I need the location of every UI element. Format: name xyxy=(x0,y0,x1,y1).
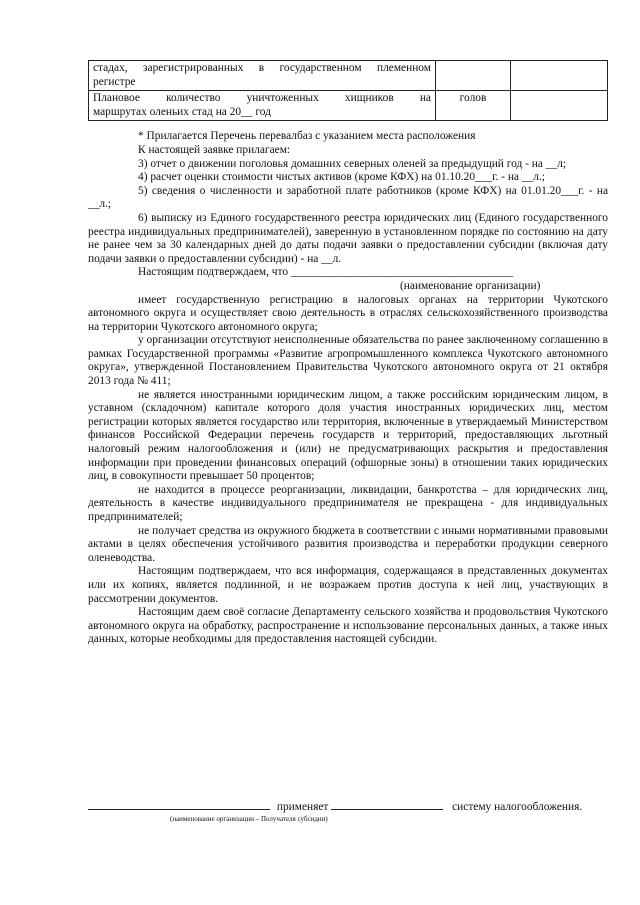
row1-line1: стадах, зарегистрированных в государственном племенном xyxy=(93,62,431,74)
consent-paragraph: Настоящим даем своё согласие Департаменту сельского хозяйства и продовольствия Чукотского автономного округа на обработку, распространение и использование персональных данных, а также иных данных, которые необходимы для предоставления настоящей субсидии. xyxy=(88,606,608,646)
document-page xyxy=(88,60,608,647)
table-row xyxy=(89,61,608,91)
row1-line2: регистре xyxy=(93,75,136,88)
table-cell-unit xyxy=(436,61,511,91)
tax-system-label: систему налогообложения. xyxy=(452,801,583,813)
organization-name-caption: (наименование организации) xyxy=(400,279,541,292)
table-cell-value[interactable] xyxy=(511,61,608,91)
signature-row xyxy=(88,799,608,815)
organization-name-line[interactable] xyxy=(88,799,270,810)
attachment-item-5: 5) сведения о численности и заработной плате работников (кроме КФХ) на 01.01.20___г. - на __л.; xyxy=(88,184,608,211)
attachment-item-6: 6) выписку из Единого государственного реестра юридических лиц (Единого государственного реестра индивидуальных предпринимателей), заверенную в установленном порядке по состоянию на дату не ранее чем за 30 календарных дней до даты подачи заявки о предоставлении субсидии (включая дату подачи заявки о предоставлении субсидии) - на __л. xyxy=(88,211,608,265)
recipient-caption: (наименование организации – Получателя субсидии) xyxy=(170,815,328,823)
footnote-paragraph: * Прилагается Перечень перевалбаз с указанием места расположения xyxy=(138,130,476,143)
foreign-entity-paragraph: не является иностранными юридическим лицом, а также российским юридическим лицом, в уставном (складочном) капитале которого доля участия иностранных юридических лиц, местом регистрации которых является государство или территория, включенные в утверждаемый Министерством финансов Российской Федерации перечень государств и территорий, предоставляющих льготный налоговый режим налогообложения и (или) не предусматривающих раскрытия и предоставления информации при проведении финансовых операций (офшорные зоны) в отношении таких юридических лиц, в совокупности превышает 50 процентов; xyxy=(88,388,608,483)
confirmation-paragraph: Настоящим подтверждаем, что _______________________________________ xyxy=(138,266,514,279)
row2-line1: Плановое количество уничтоженных хищников на xyxy=(93,92,431,105)
tax-system-line[interactable] xyxy=(331,799,443,810)
info-table xyxy=(88,60,608,121)
registration-paragraph: имеет государственную регистрацию в налоговых органах на территории Чукотского автономного округа и осуществляет свою деятельность в отраслях сельскохозяйственного производства на территории Чукотского автономного округа; xyxy=(88,293,608,333)
attachments-heading: К настоящей заявке прилагаем: xyxy=(138,143,291,156)
attachment-item-3: 3) отчет о движении поголовья домашних северных оленей за предыдущий год - на __л; xyxy=(138,157,567,170)
authenticity-paragraph: Настоящим подтверждаем, что вся информация, содержащаяся в представленных документах или их копиях, является подлинной, и не возражаем против доступа к ней лиц, участвующих в рассмотрении документов. xyxy=(88,565,608,605)
obligations-paragraph: у организации отсутствуют неисполненные обязательства по ранее заключенному соглашению в рамках Государственной программы «Развитие агропромышленного комплекса Чукотского автономного округа», утвержденной Постановлением Правительства Чукотского автономного округа от 21 октября 2013 года № 411; xyxy=(88,334,608,388)
attachment-item-4: 4) расчет оценки стоимости чистых активов (кроме КФХ) на 01.10.20___г. - на __л.; xyxy=(138,171,545,184)
table-cell-unit: голов xyxy=(436,91,511,121)
table-cell-label xyxy=(89,91,436,121)
table-row xyxy=(89,91,608,121)
table-cell-label xyxy=(89,61,436,91)
budget-paragraph: не получает средства из окружного бюджета в соответствии с иными нормативными правовыми актами в целях обеспечения устойчивого развития производства и переработки продукции северного оленеводства. xyxy=(88,524,608,564)
reorganization-paragraph: не находится в процессе реорганизации, ликвидации, банкротства – для юридических лиц, деятельность в качестве индивидуального предпринимателя не прекращена - для индивидуальных предпринимателей; xyxy=(88,483,608,523)
document-body xyxy=(88,130,608,647)
row2-line2: маршрутах оленьих стад на 20__ год xyxy=(93,105,271,118)
applies-label: применяет xyxy=(276,801,329,813)
table-cell-value[interactable] xyxy=(511,91,608,121)
